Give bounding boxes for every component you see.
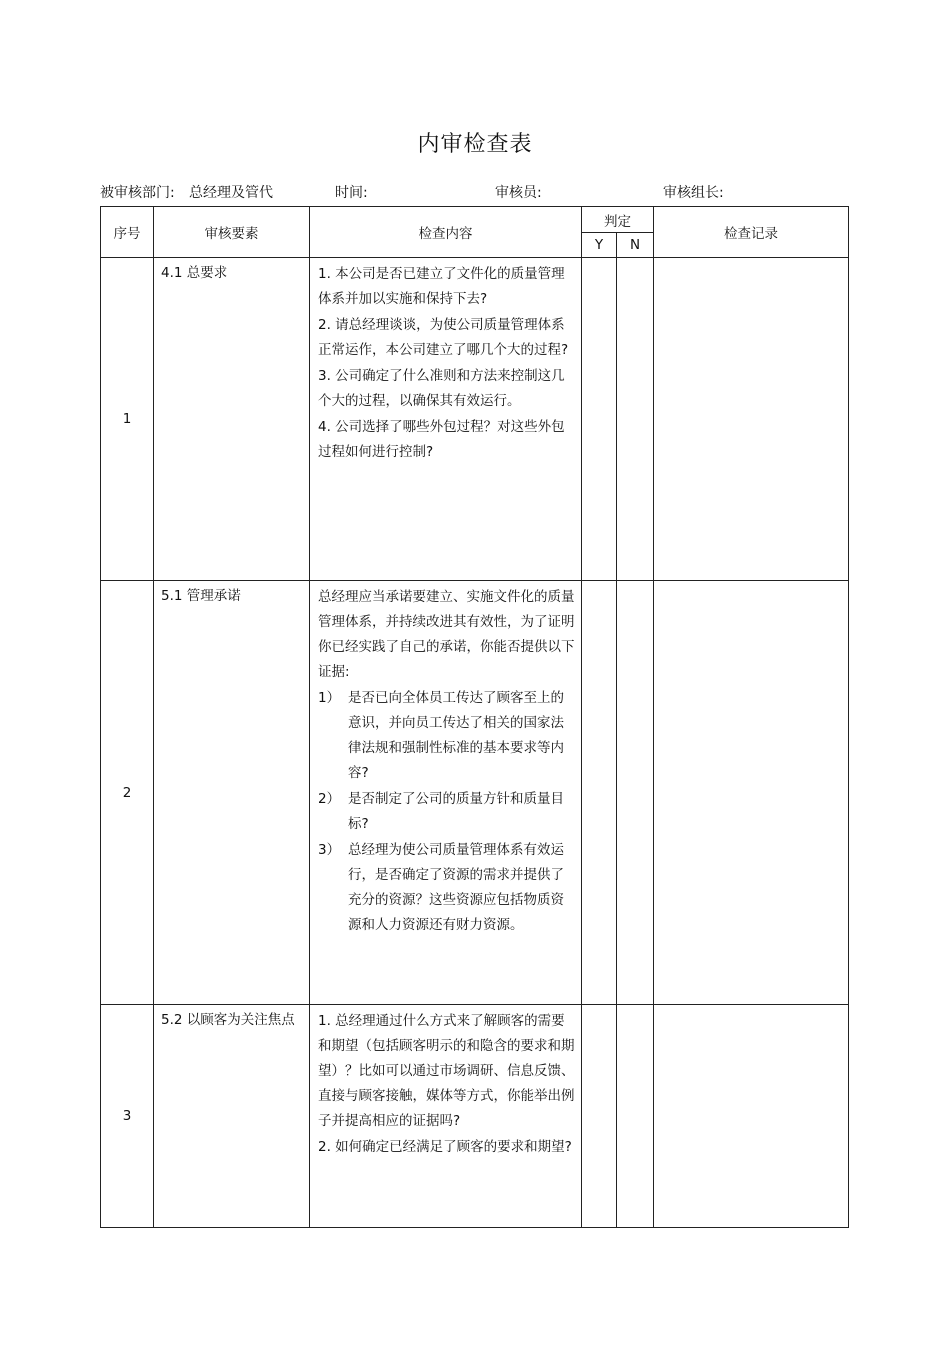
judgement-no-cell[interactable] — [617, 1005, 654, 1228]
list-item-text: 总经理为使公司质量管理体系有效运行，是否确定了资源的需求并提供了充分的资源？这些资源应包括物质资源和人力资源还有财力资源。 — [348, 842, 564, 933]
list-item — [318, 838, 575, 938]
content-paragraph: 4. 公司选择了哪些外包过程？对这些外包过程如何进行控制? — [318, 419, 565, 460]
time-label: 时间: — [335, 185, 368, 201]
list-item-marker: 1） — [318, 690, 341, 706]
list-item-marker: 3） — [318, 842, 341, 858]
list-item-text: 是否已向全体员工传达了顾客至上的意识，并向员工传达了相关的国家法律法规和强制性标准的基本要求等内容? — [348, 690, 564, 781]
header-judgement-yes: Y — [582, 233, 617, 258]
judgement-yes-cell[interactable] — [582, 1005, 617, 1228]
judgement-yes-cell[interactable] — [582, 258, 617, 581]
row-seq: 3 — [101, 1005, 154, 1228]
list-item — [318, 787, 575, 837]
auditor-label: 审核员: — [495, 185, 542, 201]
checklist-table — [100, 206, 849, 1228]
content-paragraph: 2. 如何确定已经满足了顾客的要求和期望? — [318, 1139, 572, 1155]
header-audit-element: 审核要素 — [154, 207, 310, 258]
row-audit-element: 5.1 管理承诺 — [154, 581, 310, 1005]
row-seq: 1 — [101, 258, 154, 581]
judgement-yes-cell[interactable] — [582, 581, 617, 1005]
content-item-list — [318, 686, 575, 938]
check-record-cell[interactable] — [654, 581, 849, 1005]
header-judgement-no: N — [617, 233, 654, 258]
header-judgement: 判定 — [582, 207, 654, 233]
header-check-content: 检查内容 — [310, 207, 582, 258]
content-paragraph: 1. 本公司是否已建立了文件化的质量管理体系并加以实施和保持下去? — [318, 266, 565, 307]
table-row — [101, 1005, 849, 1228]
content-intro: 总经理应当承诺要建立、实施文件化的质量管理体系，并持续改进其有效性，为了证明你已经实践了自己的承诺，你能否提供以下证据: — [318, 589, 575, 680]
list-item — [318, 686, 575, 786]
list-item-marker: 2） — [318, 791, 341, 807]
row-audit-element: 5.2 以顾客为关注焦点 — [154, 1005, 310, 1228]
judgement-no-cell[interactable] — [617, 258, 654, 581]
row-audit-element: 4.1 总要求 — [154, 258, 310, 581]
content-paragraph: 1. 总经理通过什么方式来了解顾客的需要和期望（包括顾客明示的和隐含的要求和期望）？比如可以通过市场调研、信息反馈、直接与顾客接触，媒体等方式，你能举出例子并提高相应的证据吗? — [318, 1013, 575, 1129]
header-seq: 序号 — [101, 207, 154, 258]
row-check-content — [310, 581, 582, 1005]
row-check-content — [310, 258, 582, 581]
table-row — [101, 581, 849, 1005]
judgement-no-cell[interactable] — [617, 581, 654, 1005]
table-row — [101, 258, 849, 581]
audit-leader-label: 审核组长: — [663, 185, 724, 201]
check-record-cell[interactable] — [654, 258, 849, 581]
content-paragraph: 2. 请总经理谈谈，为使公司质量管理体系正常运作，本公司建立了哪几个大的过程? — [318, 317, 569, 358]
header-check-record: 检查记录 — [654, 207, 849, 258]
list-item-text: 是否制定了公司的质量方针和质量目标? — [348, 791, 564, 832]
row-check-content — [310, 1005, 582, 1228]
audited-department-label: 被审核部门: — [100, 185, 175, 201]
check-record-cell[interactable] — [654, 1005, 849, 1228]
audited-department-value: 总经理及管代 — [189, 185, 273, 201]
row-seq: 2 — [101, 581, 154, 1005]
page-title: 内审检查表 — [417, 132, 533, 157]
content-paragraph: 3. 公司确定了什么准则和方法来控制这几个大的过程，以确保其有效运行。 — [318, 368, 565, 409]
